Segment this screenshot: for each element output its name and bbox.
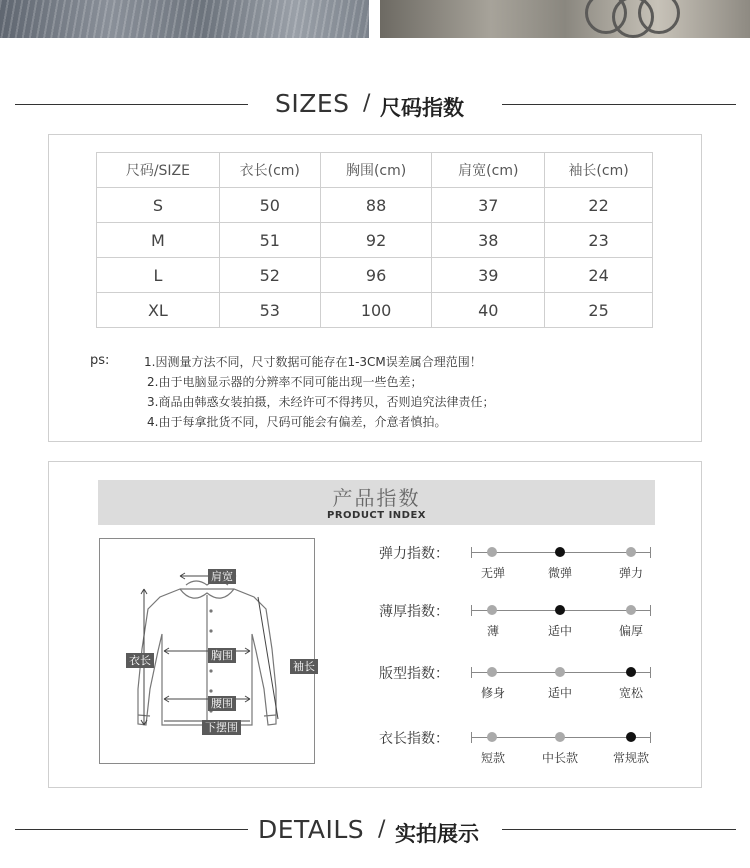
note-item: 2.由于电脑显示器的分辨率不同可能出现一些色差； [147,375,423,389]
cell-size: XL [97,293,220,328]
label-shoulder: 肩宽 [208,569,236,584]
header-shoulder: 肩宽(cm) [432,153,545,188]
index-label: 弹力指数： [379,546,449,562]
heading-slash: / [378,817,386,842]
label-sleeve: 袖长 [290,659,318,674]
details-heading-zh: 实拍展示 [395,822,479,846]
scale-option: 偏厚 [618,624,643,638]
cell-length: 50 [219,188,320,223]
heading-slash: / [363,91,371,116]
table-row [97,293,653,328]
scale-option: 适中 [547,624,572,638]
index-row-thickness [379,604,679,650]
header-chest: 胸围(cm) [320,153,432,188]
product-index-subtitle: PRODUCT INDEX [326,510,427,521]
scale-dot [487,732,497,742]
index-scale [471,552,651,580]
cell-chest: 100 [320,293,432,328]
hanger-ring [638,0,680,34]
scale-option: 无弹 [480,566,505,580]
product-index-panel [48,461,702,788]
sizes-heading [0,85,750,125]
scale-option: 常规款 [612,751,649,765]
scale-dot [487,605,497,615]
cell-length: 53 [219,293,320,328]
garment-photo-right [380,0,750,38]
cell-length: 52 [219,258,320,293]
size-chart-panel [48,134,702,442]
cell-chest: 92 [320,223,432,258]
details-heading [0,810,750,850]
index-scale [471,672,651,700]
scale-option: 微弹 [547,566,572,580]
cell-size: S [97,188,220,223]
scale-dot [555,667,565,677]
scale-dot-selected [555,547,565,557]
note-item: 3.商品由韩惑女装拍摄，未经许可不得拷贝，否则追究法律责任； [147,395,495,409]
cell-sleeve: 25 [545,293,653,328]
cell-sleeve: 24 [545,258,653,293]
cell-chest: 88 [320,188,432,223]
label-hem: 下摆围 [202,720,241,735]
index-label: 版型指数： [379,666,449,682]
product-index-title: 产品指数 [332,486,421,510]
heading-rule-right [502,829,736,830]
scale-option: 短款 [480,751,505,765]
cell-length: 51 [219,223,320,258]
header-length: 衣长(cm) [219,153,320,188]
cell-shoulder: 39 [432,258,545,293]
scale-option: 薄 [486,624,499,638]
label-length: 衣长 [126,653,154,668]
cell-size: L [97,258,220,293]
scale-dot-selected [555,605,565,615]
garment-photo-left [0,0,369,38]
scale-dot-selected [626,732,636,742]
sizes-heading-zh: 尺码指数 [380,96,464,120]
scale-dot [487,667,497,677]
scale-option: 修身 [480,686,505,700]
scale-dot [487,547,497,557]
scale-dot [626,605,636,615]
sizes-heading-en: SIZES [275,89,350,118]
size-table [96,152,653,328]
scale-option: 弹力 [618,566,643,580]
cell-sleeve: 22 [545,188,653,223]
details-heading-en: DETAILS [258,815,365,844]
shirt-measure-diagram [99,538,315,764]
label-waist: 腰围 [208,696,236,711]
table-row [97,223,653,258]
cell-sleeve: 23 [545,223,653,258]
cell-shoulder: 38 [432,223,545,258]
scale-dot-selected [626,667,636,677]
product-index-banner [98,480,655,525]
table-header-row [97,153,653,188]
note-item: 4.由于每拿批货不同，尺码可能会有偏差，介意者慎拍。 [147,415,447,429]
table-row [97,258,653,293]
notes-ps-label: ps: [90,353,110,368]
scale-dot [626,547,636,557]
cell-shoulder: 40 [432,293,545,328]
header-sleeve: 袖长(cm) [545,153,653,188]
label-chest: 胸围 [208,648,236,663]
heading-rule-left [15,104,248,105]
scale-option: 适中 [547,686,572,700]
heading-rule-right [502,104,736,105]
index-scale [471,610,651,638]
cell-chest: 96 [320,258,432,293]
index-row-fit [379,666,679,712]
header-size: 尺码/SIZE [97,153,220,188]
index-label: 衣长指数： [379,731,449,747]
index-label: 薄厚指数： [379,604,449,620]
scale-option: 中长款 [541,751,578,765]
index-scale [471,737,651,765]
cell-size: M [97,223,220,258]
table-row [97,188,653,223]
scale-option: 宽松 [618,686,643,700]
scale-dot [555,732,565,742]
index-row-length [379,731,679,777]
note-item: 1.因测量方法不同，尺寸数据可能存在1-3CM误差属合理范围！ [144,355,482,369]
top-photo-strip [0,0,750,38]
heading-rule-left [15,829,248,830]
cell-shoulder: 37 [432,188,545,223]
index-row-elasticity [379,546,679,592]
